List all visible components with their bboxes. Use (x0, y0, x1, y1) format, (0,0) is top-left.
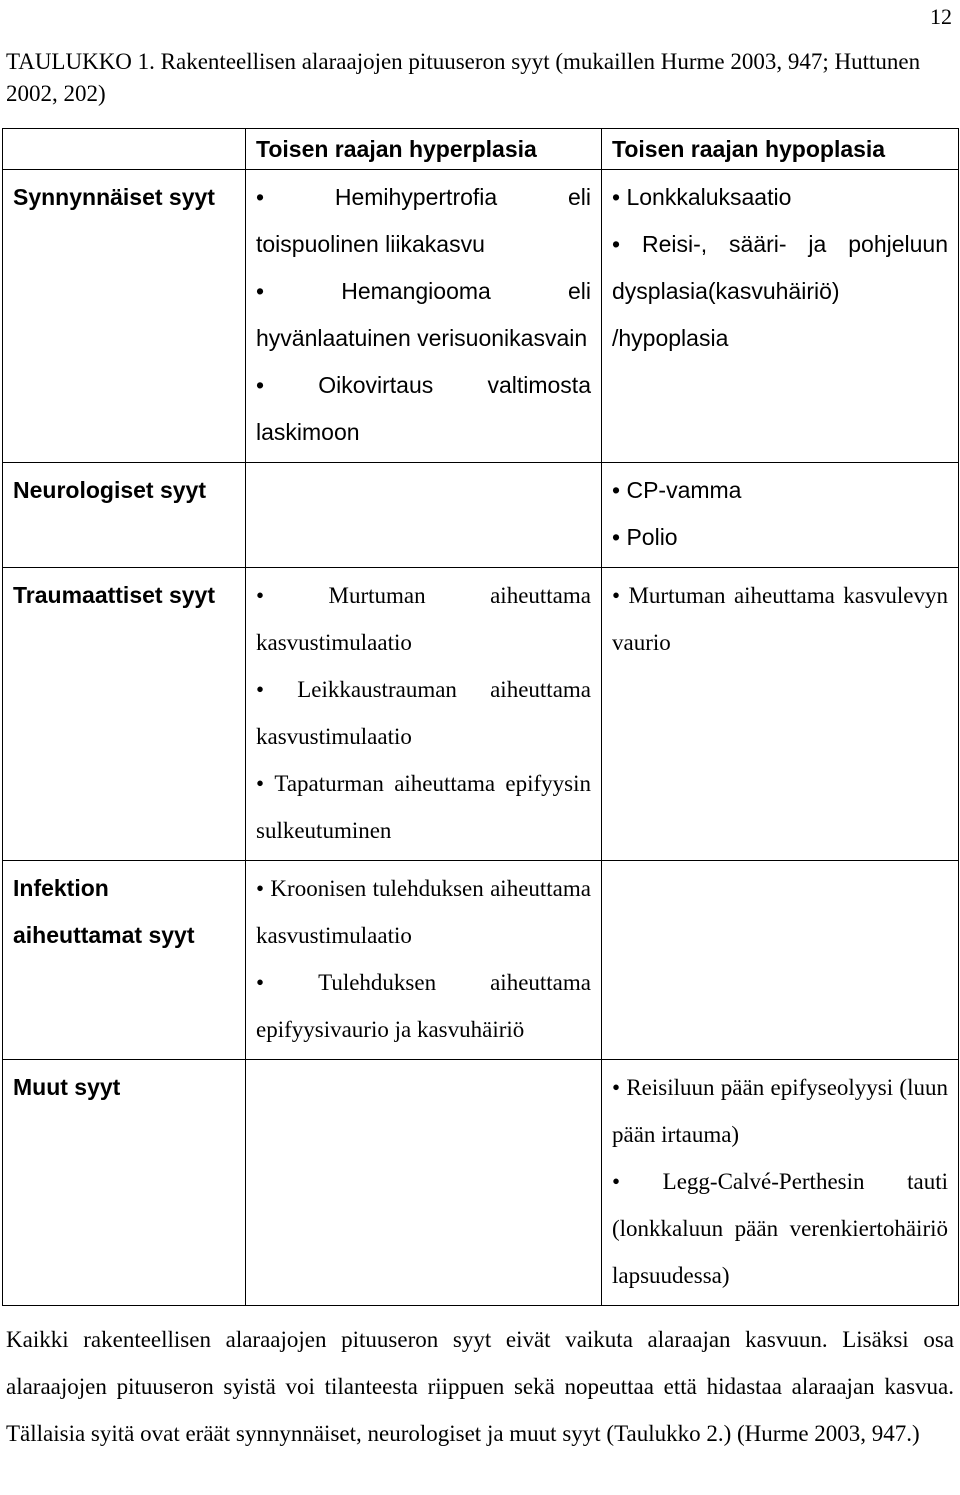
row-label: Muut syyt (3, 1060, 246, 1306)
bullet-item: • Hemangiooma eli hyvänlaatuinen verisuonikasvain (256, 268, 591, 362)
hyperplasia-cell (246, 463, 602, 568)
hyperplasia-cell (246, 1060, 602, 1306)
bullet-item: • Tapaturman aiheuttama epifyysin sulkeutuminen (256, 760, 591, 854)
bullet-item: • CP-vamma (612, 467, 948, 514)
page-number: 12 (930, 4, 952, 29)
bullet-item: • Reisi-, sääri- ja pohjeluun dysplasia(kasvuhäiriö) /hypoplasia (612, 221, 948, 362)
bullet-item: • Murtuman aiheuttama kasvulevyn vaurio (612, 572, 948, 666)
hyperplasia-cell (246, 170, 602, 463)
bullet-item: • Hemihypertrofia eli toispuolinen liikakasvu (256, 174, 591, 268)
hypoplasia-cell (602, 463, 959, 568)
hypoplasia-cell (602, 1060, 959, 1306)
header-hyperplasia: Toisen raajan hyperplasia (246, 129, 602, 170)
hypoplasia-cell (602, 170, 959, 463)
hypoplasia-cell (602, 861, 959, 1060)
body-paragraph: Kaikki rakenteellisen alaraajojen pituuseron syyt eivät vaikuta alaraajan kasvuun. Lisäksi osa alaraajojen pituuseron syistä voi tilanteesta riippuen sekä nopeuttaa että hidastaa alaraajan kasvua. Tällaisia syitä ovat eräät synnynnäiset, neurologiset ja muut syyt (Taulukko 2.) (Hurme 2003, 947.) (6, 1327, 954, 1446)
row-label: Neurologiset syyt (3, 463, 246, 568)
bullet-item: • Lonkkaluksaatio (612, 174, 948, 221)
table-row (3, 170, 959, 463)
hyperplasia-cell (246, 568, 602, 861)
hypoplasia-cell (602, 568, 959, 861)
table-caption: TAULUKKO 1. Rakenteellisen alaraajojen pituuseron syyt (mukaillen Hurme 2003, 947; Huttunen 2002, 202) (6, 49, 921, 106)
hyperplasia-cell (246, 861, 602, 1060)
table-row (3, 1060, 959, 1306)
row-label: Traumaattiset syyt (3, 568, 246, 861)
bullet-item: • Leikkaustrauman aiheuttama kasvustimulaatio (256, 666, 591, 760)
causes-table (2, 128, 959, 1306)
bullet-item: • Kroonisen tulehduksen aiheuttama kasvustimulaatio (256, 865, 591, 959)
table-row (3, 463, 959, 568)
table-row (3, 861, 959, 1060)
row-label: Synnynnäiset syyt (3, 170, 246, 463)
bullet-item: • Reisiluun pään epifyseolyysi (luun pään irtauma) (612, 1064, 948, 1158)
header-hypoplasia: Toisen raajan hypoplasia (602, 129, 959, 170)
header-empty (3, 129, 246, 170)
bullet-item: • Polio (612, 514, 948, 561)
table-header-row (3, 129, 959, 170)
bullet-item: • Tulehduksen aiheuttama epifyysivaurio ja kasvuhäiriö (256, 959, 591, 1053)
bullet-item: • Murtuman aiheuttama kasvustimulaatio (256, 572, 591, 666)
causes-table-wrapper (2, 128, 959, 1306)
row-label: Infektion aiheuttamat syyt (3, 861, 246, 1060)
bullet-item: • Oikovirtaus valtimosta laskimoon (256, 362, 591, 456)
bullet-item: • Legg-Calvé-Perthesin tauti (lonkkaluun pään verenkiertohäiriö lapsuudessa) (612, 1158, 948, 1299)
table-row (3, 568, 959, 861)
